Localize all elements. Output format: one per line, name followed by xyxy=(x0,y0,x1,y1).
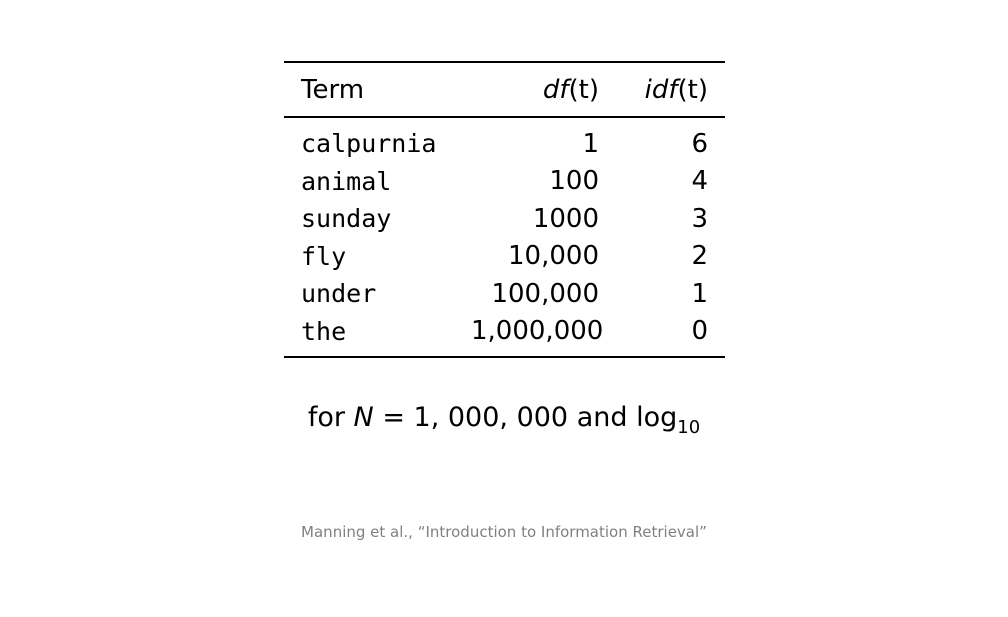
header-idf-name: idf xyxy=(644,74,678,105)
cell-idf: 6 xyxy=(691,128,708,159)
formula-log: log xyxy=(636,402,678,433)
formula-log-base: 10 xyxy=(677,417,701,438)
formula-note xyxy=(0,402,1008,438)
cell-idf: 4 xyxy=(691,166,708,197)
header-df-arg: (t) xyxy=(568,74,599,105)
cell-idf: 2 xyxy=(691,241,708,272)
header-idf-arg: (t) xyxy=(677,74,708,105)
table-row xyxy=(284,125,725,163)
header-idf xyxy=(599,75,708,105)
table-row xyxy=(284,275,725,313)
table-bottom-rule xyxy=(284,356,725,358)
cell-idf: 1 xyxy=(691,278,708,309)
header-term: Term xyxy=(301,74,365,105)
table-body xyxy=(284,118,725,356)
idf-table xyxy=(284,61,725,358)
table-row xyxy=(284,163,725,201)
cell-term: calpurnia xyxy=(301,129,437,159)
cell-term: fly xyxy=(301,241,347,271)
citation: Manning et al., “Introduction to Information Retrieval” xyxy=(301,523,707,541)
cell-df: 1000 xyxy=(532,203,599,234)
header-df xyxy=(471,75,599,105)
cell-idf: 3 xyxy=(691,203,708,234)
cell-df: 100,000 xyxy=(491,278,599,309)
cell-df: 1,000,000 xyxy=(471,316,604,347)
cell-term: under xyxy=(301,279,377,309)
formula-variable: N xyxy=(353,402,374,433)
cell-df: 10,000 xyxy=(508,241,599,272)
formula-and: and xyxy=(576,402,628,433)
cell-term: sunday xyxy=(301,204,392,234)
cell-df: 100 xyxy=(549,166,599,197)
cell-term: the xyxy=(301,316,347,346)
table-row xyxy=(284,200,725,238)
table-row xyxy=(284,313,725,351)
cell-idf: 0 xyxy=(691,316,708,347)
table-row xyxy=(284,238,725,276)
table-header-row xyxy=(284,63,725,116)
formula-prefix: for xyxy=(307,402,345,433)
header-df-name: df xyxy=(542,74,569,105)
cell-df: 1 xyxy=(582,128,599,159)
formula-equals: = 1, 000, 000 xyxy=(382,402,569,433)
cell-term: animal xyxy=(301,166,392,196)
